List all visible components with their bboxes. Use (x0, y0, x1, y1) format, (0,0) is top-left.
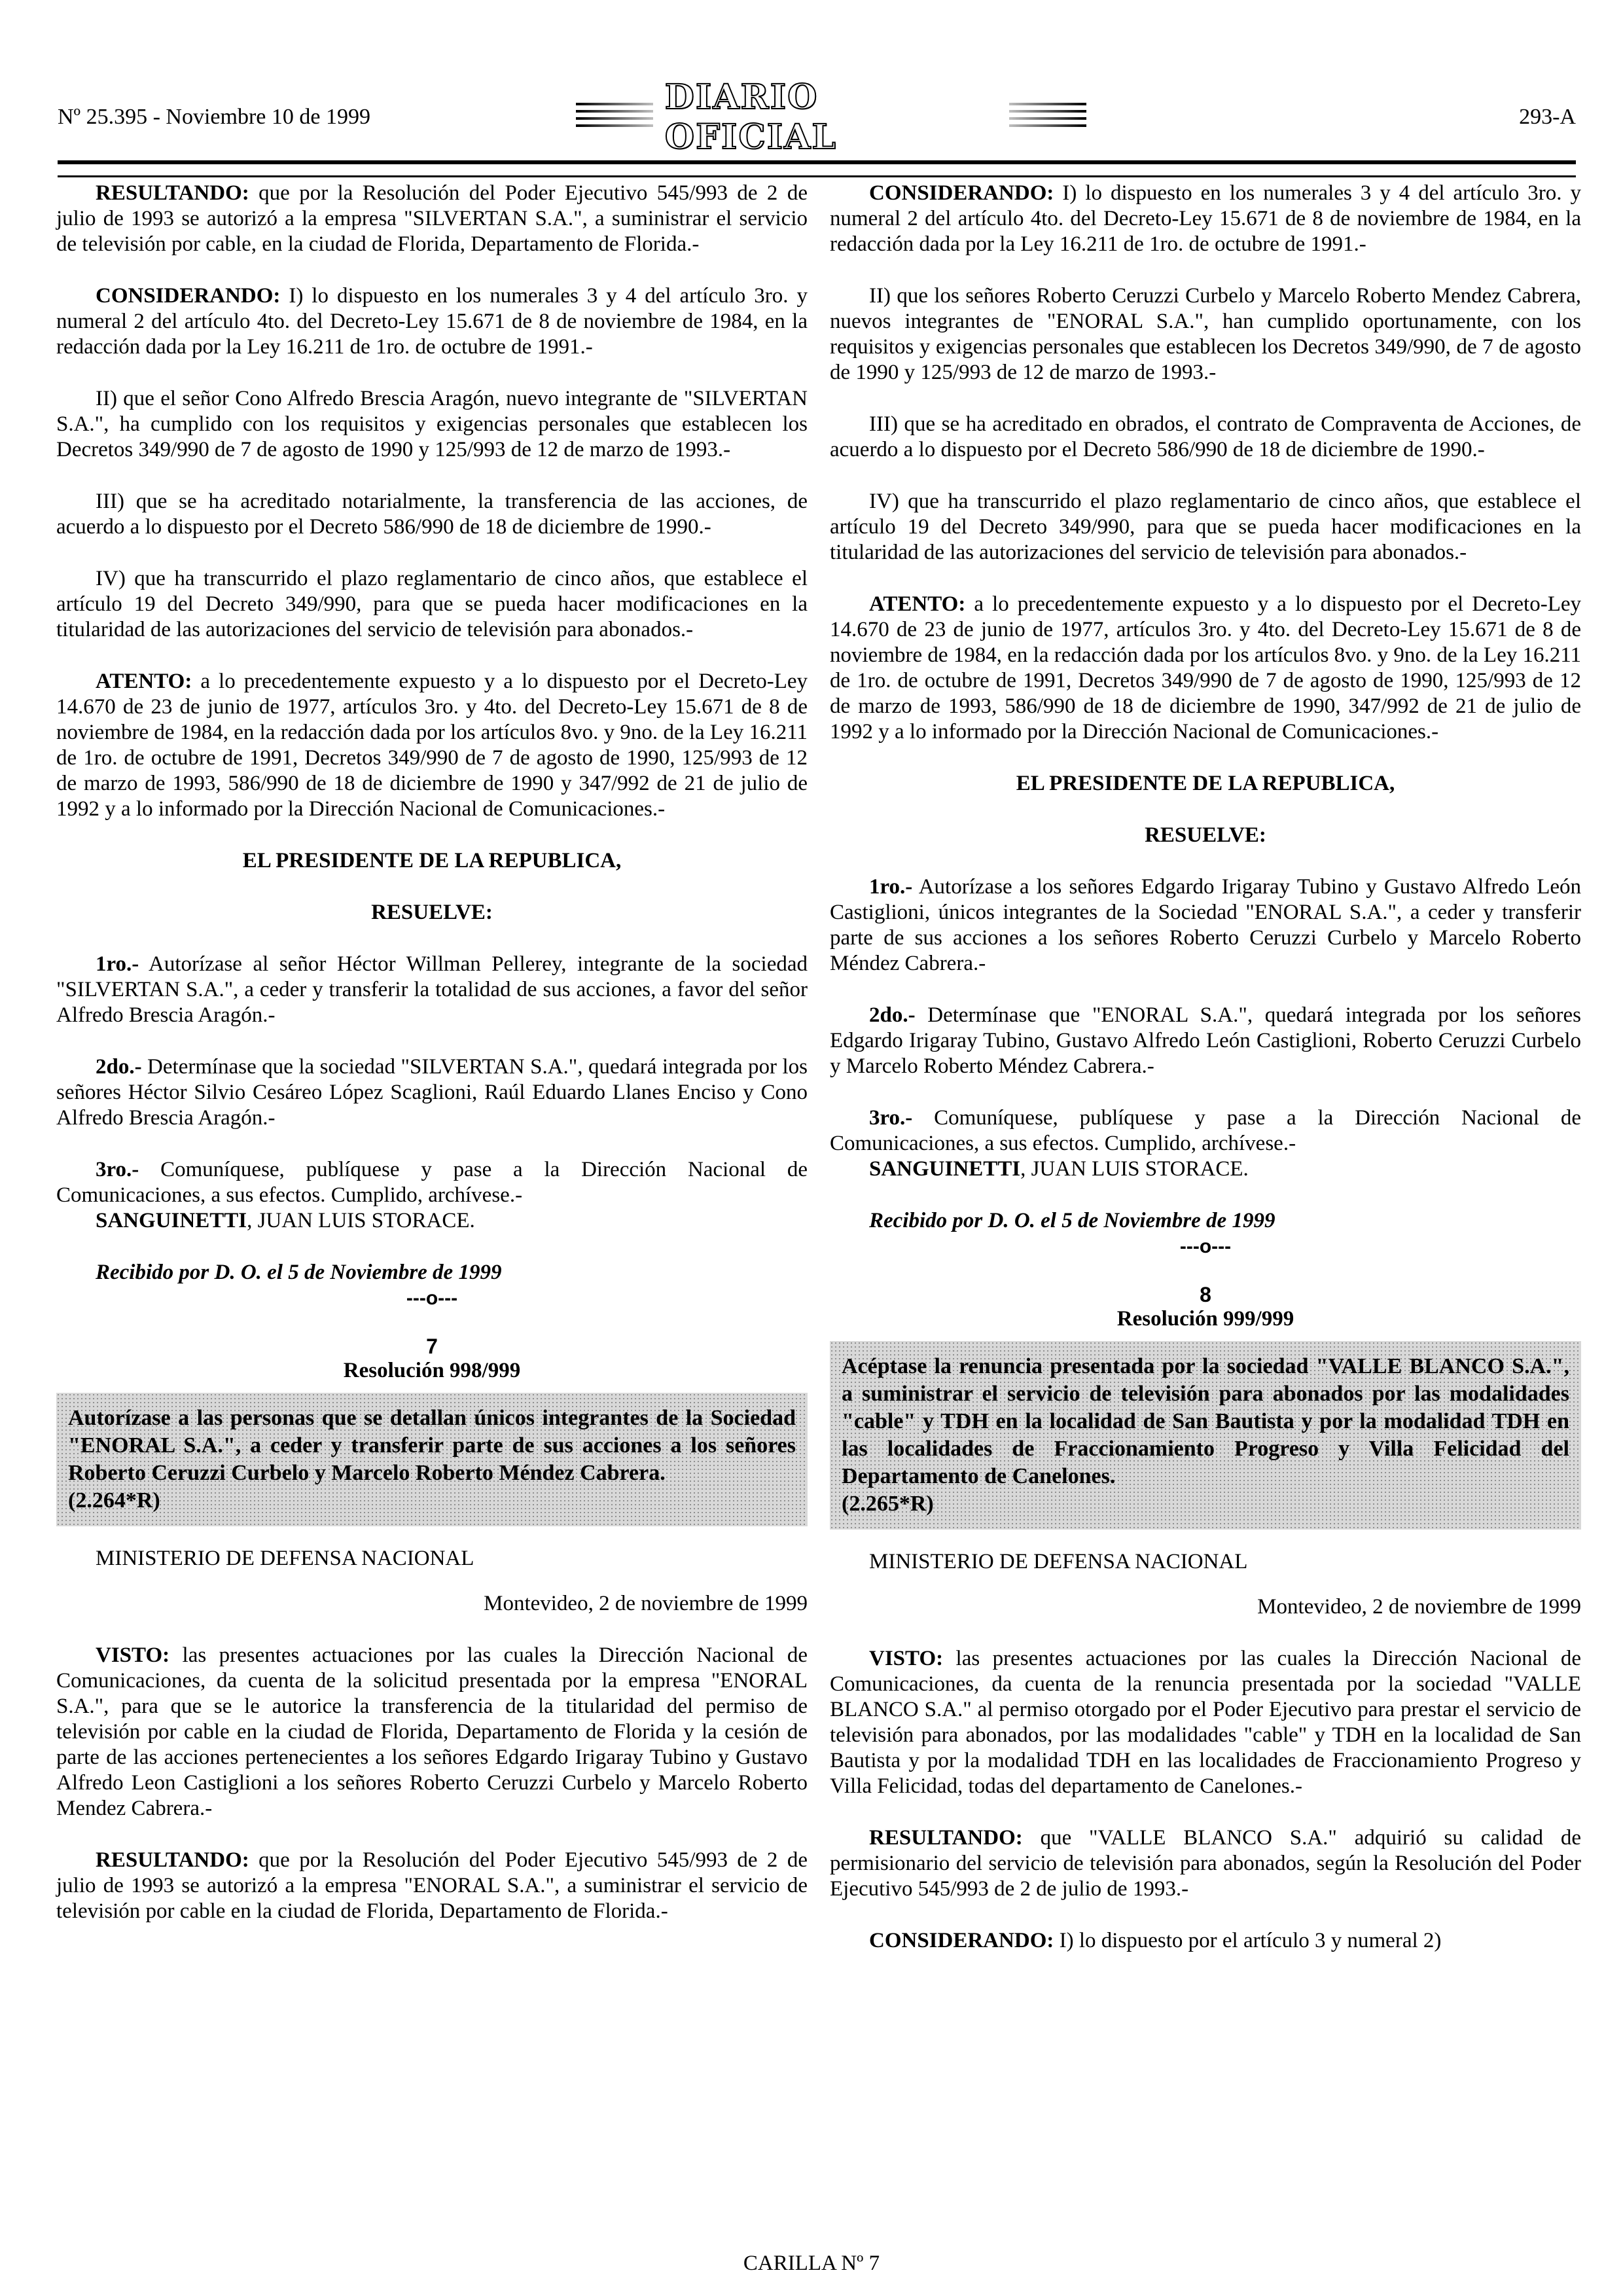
paragraph-atento (830, 592, 1581, 745)
label: ATENTO: (869, 592, 966, 616)
received-note: Recibido por D. O. el 5 de Noviembre de 1999 (869, 1209, 1275, 1232)
signature-name: SANGUINETTI (869, 1157, 1021, 1181)
text: Determínase que "ENORAL S.A.", quedará integrada por los señores Edgardo Irigaray Tubino, Gustavo Alfredo León Castiglioni, Roberto Ceruzzi Curbelo y Marcelo Roberto Méndez Cabrera.- (830, 1003, 1581, 1078)
paragraph-considerando-4: IV) que ha transcurrido el plazo reglamentario de cinco años, que establece el artículo 19 del Decreto 349/990, para que se pueda hacer modificaciones en la titularidad de las autorizaciones del servicio de televisión para abonados.- (56, 567, 808, 641)
text: Comuníquese, publíquese y pase a la Dirección Nacional de Comunicaciones, a sus efectos. Cumplido, archívese.- (830, 1106, 1581, 1155)
resolution-summary: Acéptase la renuncia presentada por la sociedad "VALLE BLANCO S.A.", a suministrar el servicio de televisión para abonados por las modalidades "cable" y TDH en la localidad de San Bautista y por la modalidad TDH en las localidades de Fraccionamiento Progreso y Villa Felicidad del Departamento de Canelones. (842, 1354, 1569, 1488)
article-1 (56, 952, 808, 1028)
article-3 (830, 1105, 1581, 1157)
paragraph-considerando-1 (830, 181, 1581, 257)
resolution-title: Resolución 999/999 (1116, 1307, 1294, 1331)
label: RESULTANDO: (96, 1848, 249, 1872)
label: 3ro.- (96, 1158, 139, 1181)
text: que por la Resolución del Poder Ejecutivo 545/993 de 2 de julio de 1993 se autorizó a la empresa "SILVERTAN S.A.", a suministrar el servicio de televisión por cable, en la ciudad de Florida, Departamento de Florida.- (56, 181, 808, 256)
label: 1ro.- (869, 875, 913, 899)
article-3 (56, 1157, 808, 1208)
text: las presentes actuaciones por las cuales la Dirección Nacional de Comunicaciones, da cuenta de la renuncia presentada por la sociedad "VALLE BLANCO S.A." al permiso otorgado por el Poder Ejecutivo para prestar el servicio de televisión para abonados, por las modalidades "cable" y TDH en la localidad de San Bautista y por la modalidad TDH en las localidades de Fraccionamiento Progreso y Villa Felicidad, todas del departamento de Canelones.- (830, 1647, 1581, 1798)
signature-rest: , JUAN LUIS STORACE. (1020, 1157, 1249, 1181)
ministry: MINISTERIO DE DEFENSA NACIONAL (96, 1547, 474, 1570)
resolution-title: Resolución 998/999 (343, 1359, 521, 1382)
paragraph-resultando (56, 181, 808, 257)
paragraph-considerando-2: II) que el señor Cono Alfredo Brescia Aragón, nuevo integrante de "SILVERTAN S.A.", ha cumplido con los requisitos y exigencias personales que establecen los Decretos 349/990 de 7 de agosto de 1990 y 125/993 de 12 de marzo de 1993.- (56, 387, 808, 461)
heading-resuelve: RESUELVE: (371, 901, 493, 924)
label: CONSIDERANDO: (869, 181, 1054, 205)
text: Autorízase al señor Héctor Willman Pellerey, integrante de la sociedad "SILVERTAN S.A.", a ceder y transferir la totalidad de sus acciones, a favor del señor Alfredo Brescia Aragón.- (56, 952, 808, 1027)
left-column (56, 181, 808, 1950)
text: I) lo dispuesto en los numerales 3 y 4 del artículo 3ro. y numeral 2 del artículo 4to. del Decreto-Ley 15.671 de 8 de noviembre de 1984, en la redacción dada por la Ley 16.211 de 1ro. de octubre de 1991.- (830, 181, 1581, 256)
text: I) lo dispuesto por el artículo 3 y numeral 2) (1054, 1929, 1442, 1952)
place-date: Montevideo, 2 de noviembre de 1999 (484, 1592, 808, 1615)
paragraph-considerando-final (830, 1928, 1581, 1954)
heading-presidente: EL PRESIDENTE DE LA REPUBLICA, (1016, 772, 1395, 795)
label: RESULTANDO: (96, 181, 249, 205)
masthead (576, 77, 1086, 157)
paragraph-considerando-3: III) que se ha acreditado en obrados, el contrato de Compraventa de Acciones, de acuerdo a lo dispuesto por el Decreto 586/990 de 18 de diciembre de 1990.- (830, 412, 1581, 461)
signature (869, 1157, 1581, 1182)
label: 1ro.- (96, 952, 139, 976)
signature-name: SANGUINETTI (96, 1209, 247, 1232)
article-1 (830, 874, 1581, 977)
article-2 (56, 1054, 808, 1131)
resolution-number: 8 (1200, 1283, 1211, 1306)
label: VISTO: (96, 1643, 170, 1667)
paragraph-resultando (830, 1825, 1581, 1902)
text: las presentes actuaciones por las cuales la Dirección Nacional de Comunicaciones, da cuenta de la solicitud presentada por la empresa "ENORAL S.A.", para que se le autorice la transferencia de la titularidad del permiso de televisión por cable en la ciudad de Florida, Departamento de Florida y la cesión de parte de las acciones pertenecientes a los señores Edgardo Irigaray Tubino y Gustavo Alfredo Leon Castiglioni a los señores Roberto Ceruzzi Curbelo y Marcelo Roberto Mendez Cabrera.- (56, 1643, 808, 1820)
paragraph-considerando-3: III) que se ha acreditado notarialmente, la transferencia de las acciones, de acuerdo a lo dispuesto por el Decreto 586/990 de 18 de diciembre de 1990.- (56, 490, 808, 539)
resolution-summary: Autorízase a las personas que se detallan únicos integrantes de la Sociedad "ENORAL S.A.", a ceder y transferir parte de sus acciones a los señores Roberto Ceruzzi Curbelo y Marcelo Roberto Méndez Cabrera. (68, 1406, 796, 1485)
paragraph-considerando-2: II) que los señores Roberto Ceruzzi Curbelo y Marcelo Roberto Mendez Cabrera, nuevos integrantes de "ENORAL S.A.", han cumplido oportunamente, con los requisitos y exigencias personales que establecen los Decretos 349/990, de 7 de agosto de 1990 y 125/993 de 12 de marzo de 1993.- (830, 284, 1581, 384)
paragraph-visto (830, 1646, 1581, 1799)
resolution-code: (2.265*R) (842, 1492, 934, 1516)
heading-presidente: EL PRESIDENTE DE LA REPUBLICA, (242, 849, 622, 872)
text: I) lo dispuesto en los numerales 3 y 4 del artículo 3ro. y numeral 2 del artículo 4to. del Decreto-Ley 15.671 de 8 de noviembre de 1984, en la redacción dada por la Ley 16.211 de 1ro. de octubre de 1991.- (56, 284, 808, 359)
label: ATENTO: (96, 670, 192, 693)
text: que "VALLE BLANCO S.A." adquirió su calidad de permisionario del servicio de televisión para abonados, según la Resolución del Poder Ejecutivo 545/993 de 2 de julio de 1993.- (830, 1826, 1581, 1901)
label: VISTO: (869, 1647, 944, 1670)
issue-number-date: Nº 25.395 - Noviembre 10 de 1999 (58, 105, 370, 129)
masthead-ornament-left-icon (576, 103, 653, 132)
text: Determínase que la sociedad "SILVERTAN S.A.", quedará integrada por los señores Héctor Silvio Cesáreo López Scaglioni, Raúl Eduardo Llanes Enciso y Cono Alfredo Brescia Aragón.- (56, 1055, 808, 1130)
signature-rest: , JUAN LUIS STORACE. (247, 1209, 475, 1232)
right-column (830, 181, 1581, 1980)
header-rule-thin (58, 175, 1576, 177)
signature (96, 1208, 808, 1234)
text: Comuníquese, publíquese y pase a la Dirección Nacional de Comunicaciones, a sus efectos. Cumplido, archívese.- (56, 1158, 808, 1207)
ministry: MINISTERIO DE DEFENSA NACIONAL (869, 1550, 1248, 1573)
resolution-summary-box (56, 1393, 808, 1526)
resolution-number: 7 (426, 1335, 438, 1358)
page-footer: CARILLA Nº 7 (743, 2251, 880, 2275)
masthead-ornament-right-icon (1009, 103, 1086, 132)
label: RESULTANDO: (869, 1826, 1023, 1850)
resolution-code: (2.264*R) (68, 1488, 160, 1513)
label: 2do.- (869, 1003, 916, 1027)
article-2 (830, 1003, 1581, 1079)
paragraph-considerando-1 (56, 283, 808, 360)
separator: ---o--- (1179, 1236, 1232, 1257)
heading-resuelve: RESUELVE: (1145, 823, 1266, 847)
label: CONSIDERANDO: (869, 1929, 1054, 1952)
received-note: Recibido por D. O. el 5 de Noviembre de 1999 (96, 1261, 502, 1284)
paragraph-resultando-2 (56, 1848, 808, 1924)
label: 2do.- (96, 1055, 142, 1079)
separator: ---o--- (406, 1287, 458, 1309)
resolution-summary-box (830, 1341, 1581, 1530)
place-date: Montevideo, 2 de noviembre de 1999 (1257, 1595, 1581, 1619)
page-number: 293-A (1519, 105, 1576, 129)
header-rule-thick (58, 160, 1576, 164)
paragraph-atento (56, 669, 808, 822)
text: Autorízase a los señores Edgardo Irigaray Tubino y Gustavo Alfredo León Castiglioni, únicos integrantes de la Sociedad "ENORAL S.A.", a ceder y transferir parte de sus acciones a los señores Roberto Ceruzzi Curbelo y Marcelo Roberto Méndez Cabrera.- (830, 875, 1581, 975)
text: a lo precedentemente expuesto y a lo dispuesto por el Decreto-Ley 14.670 de 23 de junio de 1977, artículos 3ro. y 4to. del Decreto-Ley 15.671 de 8 de noviembre de 1984, en la redacción dada por los artículos 8vo. y 9no. de la Ley 16.211 de 1ro. de octubre de 1991, Decretos 349/990 de 7 de agosto de 1990, 125/993 de 12 de marzo de 1993, 586/990 de 18 de diciembre de 1990 y 347/992 de 21 de julio de 1992 y a lo informado por la Dirección Nacional de Comunicaciones.- (56, 670, 808, 821)
text: que por la Resolución del Poder Ejecutivo 545/993 de 2 de julio de 1993 se autorizó a la empresa "ENORAL S.A.", a suministrar el servicio de televisión por cable en la ciudad de Florida, Departamento de Florida.- (56, 1848, 808, 1923)
text: a lo precedentemente expuesto y a lo dispuesto por el Decreto-Ley 14.670 de 23 de junio de 1977, artículos 3ro. y 4to. del Decreto-Ley 15.671 de 8 de noviembre de 1984, en la redacción dada por los artículos 8vo. y 9no. de la Ley 16.211 de 1ro. de octubre de 1991, Decretos 349/990 de 7 de agosto de 1990, 125/993 de 12 de marzo de 1993, 586/990 de 18 de diciembre de 1990, 347/992 de 21 de julio de 1992 y a lo informado por la Dirección Nacional de Comunicaciones.- (830, 592, 1581, 744)
paragraph-considerando-4: IV) que ha transcurrido el plazo reglamentario de cinco años, que establece el artículo 19 del Decreto 349/990, para que se pueda hacer modificaciones en la titularidad de las autorizaciones del servicio de televisión para abonados.- (830, 490, 1581, 564)
paragraph-visto (56, 1643, 808, 1821)
masthead-title: DIARIO OFICIAL (664, 77, 837, 157)
label: 3ro.- (869, 1106, 913, 1130)
label: CONSIDERANDO: (96, 284, 281, 308)
